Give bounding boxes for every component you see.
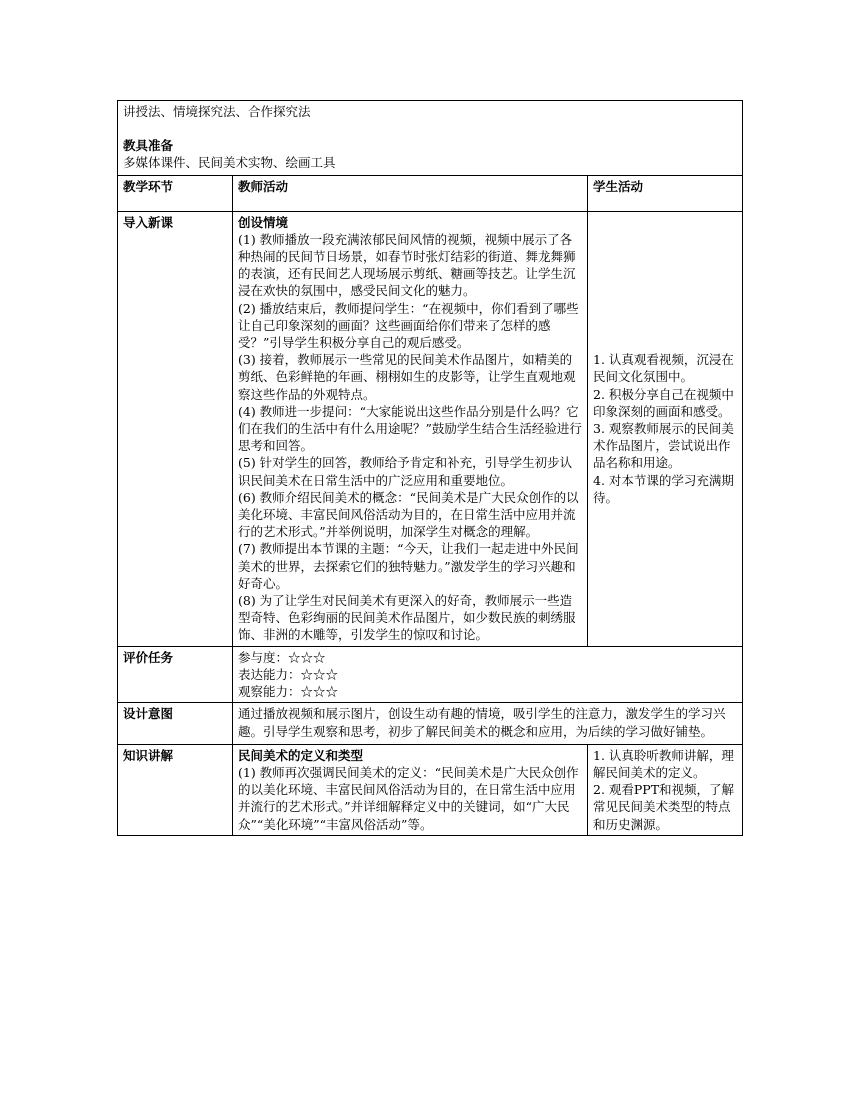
- design-intent: 通过播放视频和展示图片，创设生动有趣的情境，吸引学生的注意力，激发学生的学习兴趣。引导学生观察和思考，初步了解民间美术的概念和应用，为后续的学习做好铺垫。: [238, 706, 726, 739]
- header-student: 学生活动: [588, 175, 743, 211]
- header-teacher: 教师活动: [233, 175, 588, 211]
- intro-cell: [118, 101, 743, 176]
- student-step: 2. 积极分享自己在视频中印象深刻的画面和感受。: [593, 386, 734, 419]
- teacher-step: (1) 教师再次强调民间美术的定义：“民间美术是广大民众创作的以美化环境、丰富民间风俗活动为目的，在日常生活中应用并流行的艺术形式。”并详细解释定义中的关键词，如“广大民众”“美化环境”“丰富风俗活动”等。: [238, 764, 579, 832]
- teacher-activity-intro: [233, 211, 588, 646]
- teaching-methods: 讲授法、情境探究法、合作探究法: [123, 104, 311, 119]
- evaluation-items: [233, 646, 743, 703]
- evaluation-item: 参与度：☆☆☆: [238, 649, 326, 665]
- student-step: 1. 认真聆听教师讲解，理解民间美术的定义。: [593, 747, 734, 780]
- student-activity-knowledge: [588, 744, 743, 835]
- header-row: [118, 175, 743, 211]
- teacher-step: (1) 教师播放一段充满浓郁民间风情的视频，视频中展示了各种热闹的民间节日场景，如春节时张灯结彩的街道、舞龙舞狮的表演，还有民间艺人现场展示剪纸、糖画等技艺。让学生沉浸在欢快的氛围中，感受民间文化的魅力。: [238, 231, 576, 299]
- teacher-activity-knowledge: [233, 744, 588, 835]
- student-step: 3. 观察教师展示的民间美术作品图片，尝试说出作品名称和用途。: [593, 421, 734, 471]
- tools-heading: 教具准备: [123, 138, 174, 154]
- student-step: 1. 认真观看视频，沉浸在民间文化氛围中。: [593, 352, 734, 385]
- evaluation-item: 观察能力：☆☆☆: [238, 684, 339, 700]
- teacher-step: (2) 播放结束后，教师提问学生：“在视频中，你们看到了哪些让自己印象深刻的画面？这些画面给你们带来了怎样的感受？”引导学生积极分享自己的观后感受。: [238, 300, 579, 351]
- teacher-step: (5) 针对学生的回答，教师给予肯定和补充，引导学生初步认识民间美术在日常生活中的广泛应用和重要地位。: [238, 455, 573, 488]
- stage-intro: 导入新课: [118, 211, 233, 646]
- lesson-plan-table: [117, 100, 743, 836]
- teacher-step: (8) 为了让学生对民间美术有更深入的好奇，教师展示一些造型奇特、色彩绚丽的民间美术作品图片，如少数民族的刺绣服饰、非洲的木雕等，引发学生的惊叹和讨论。: [238, 593, 576, 643]
- stage-evaluation: 评价任务: [118, 646, 233, 703]
- student-step: 2. 观看PPT和视频，了解常见民间美术类型的特点和历史渊源。: [593, 782, 735, 832]
- tools-list: 多媒体课件、民间美术实物、绘画工具: [123, 155, 336, 171]
- stage-design: 设计意图: [118, 703, 233, 744]
- design-text: [233, 703, 743, 744]
- student-activity-intro: [588, 211, 743, 646]
- header-stage: 教学环节: [118, 175, 233, 211]
- section-title: 创设情境: [238, 214, 289, 230]
- student-step: 4. 对本节课的学习充满期待。: [593, 472, 734, 505]
- teacher-step: (7) 教师提出本节课的主题：“今天，让我们一起走进中外民间美术的世界，去探索它们的独特魅力。”激发学生的学习兴趣和好奇心。: [238, 541, 579, 591]
- section-knowledge-row: [118, 744, 743, 835]
- lesson-plan-document: [117, 100, 742, 836]
- intro-row: [118, 101, 743, 176]
- stage-knowledge: 知识讲解: [118, 744, 233, 835]
- teacher-step: (6) 教师介绍民间美术的概念：“民间美术是广大民众创作的以美化环境、丰富民间风俗活动为目的，在日常生活中应用并流行的艺术形式。”并举例说明，加深学生对概念的理解。: [238, 489, 579, 540]
- teacher-step: (4) 教师进一步提问：“大家能说出这些作品分别是什么吗？它们在我们的生活中有什么用途呢？”鼓励学生结合生活经验进行思考和回答。: [238, 403, 582, 454]
- section-title: 民间美术的定义和类型: [238, 747, 364, 763]
- evaluation-item: 表达能力：☆☆☆: [238, 666, 339, 682]
- design-row: [118, 703, 743, 744]
- evaluation-row: [118, 646, 743, 703]
- teacher-step: (3) 接着，教师展示一些常见的民间美术作品图片，如精美的剪纸、色彩鲜艳的年画、栩栩如生的皮影等，让学生直观地观察这些作品的外观特点。: [238, 352, 576, 402]
- section-intro-row: [118, 211, 743, 646]
